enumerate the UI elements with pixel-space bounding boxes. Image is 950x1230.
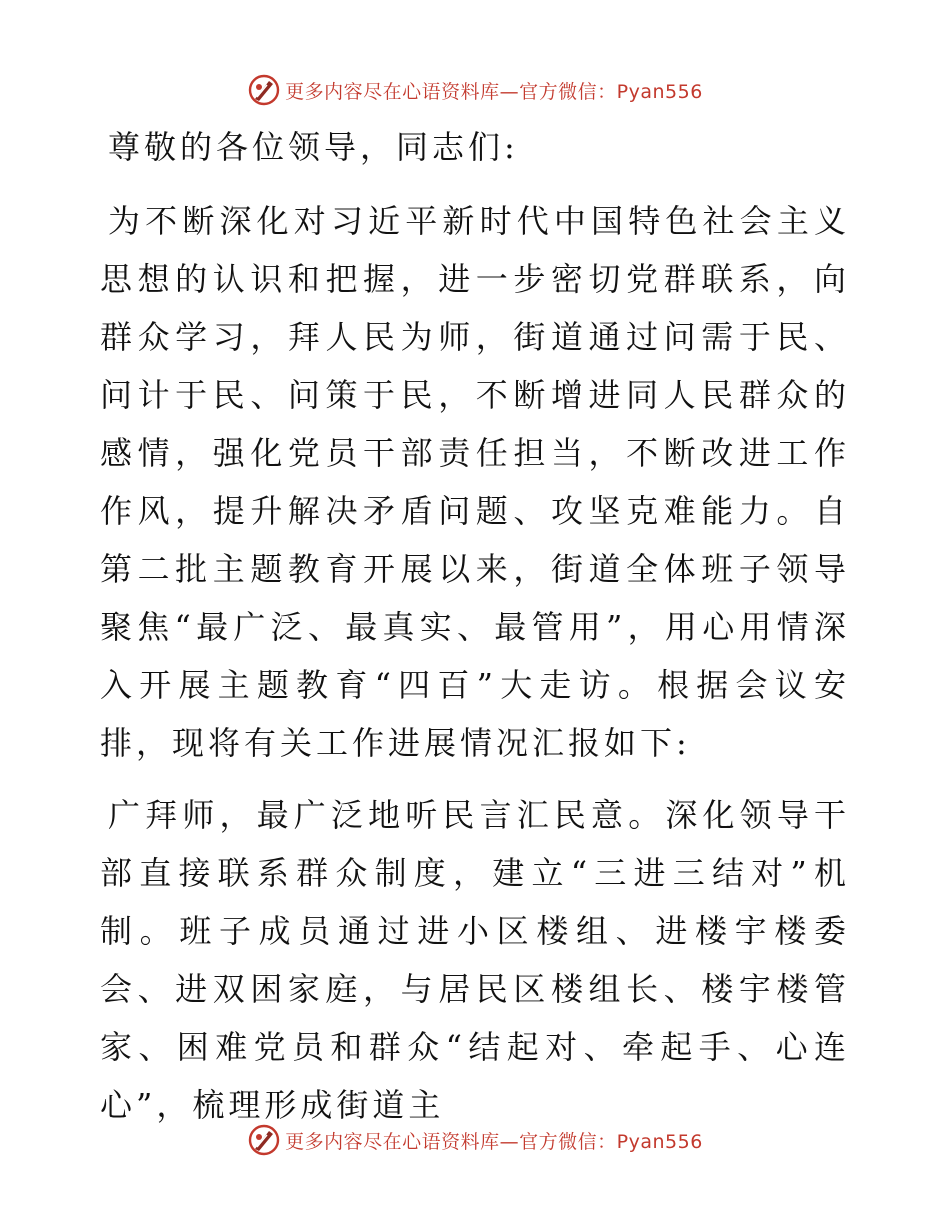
watermark-text-bottom: 更多内容尽在心语资料库—官方微信：Pyan556 — [285, 1130, 703, 1153]
pen-feather-logo-icon — [247, 1123, 281, 1157]
paragraph-section-one: 广拜师，最广泛地听民言汇民意。深化领导干部直接联系群众制度，建立“三进三结对”机制。班子成员通过进小区楼组、进楼宇楼委会、进双困家庭，与居民区楼组长、楼宇楼管家、困难党员和群众“结起对、牵起手、心连心”，梳理形成街道主 — [100, 796, 850, 1124]
document-body — [100, 118, 850, 1134]
watermark-text-top: 更多内容尽在心语资料库—官方微信：Pyan556 — [285, 80, 703, 103]
paragraph-intro: 为不断深化对习近平新时代中国特色社会主义思想的认识和把握，进一步密切党群联系，向群众学习，拜人民为师，街道通过问需于民、问计于民、问策于民，不断增进同人民群众的感情，强化党员干部责任担当，不断改进工作作风，提升解决矛盾问题、攻坚克难能力。自第二批主题教育开展以来，街道全体班子领导聚焦“最广泛、最真实、最管用”，用心用情深入开展主题教育“四百”大走访。根据会议安排，现将有关工作进展情况汇报如下: — [100, 202, 850, 762]
watermark-banner-bottom — [0, 1120, 950, 1160]
greeting-line: 尊敬的各位领导，同志们: — [108, 128, 519, 166]
pen-feather-logo-icon — [247, 73, 281, 107]
watermark-banner-top — [0, 70, 950, 110]
